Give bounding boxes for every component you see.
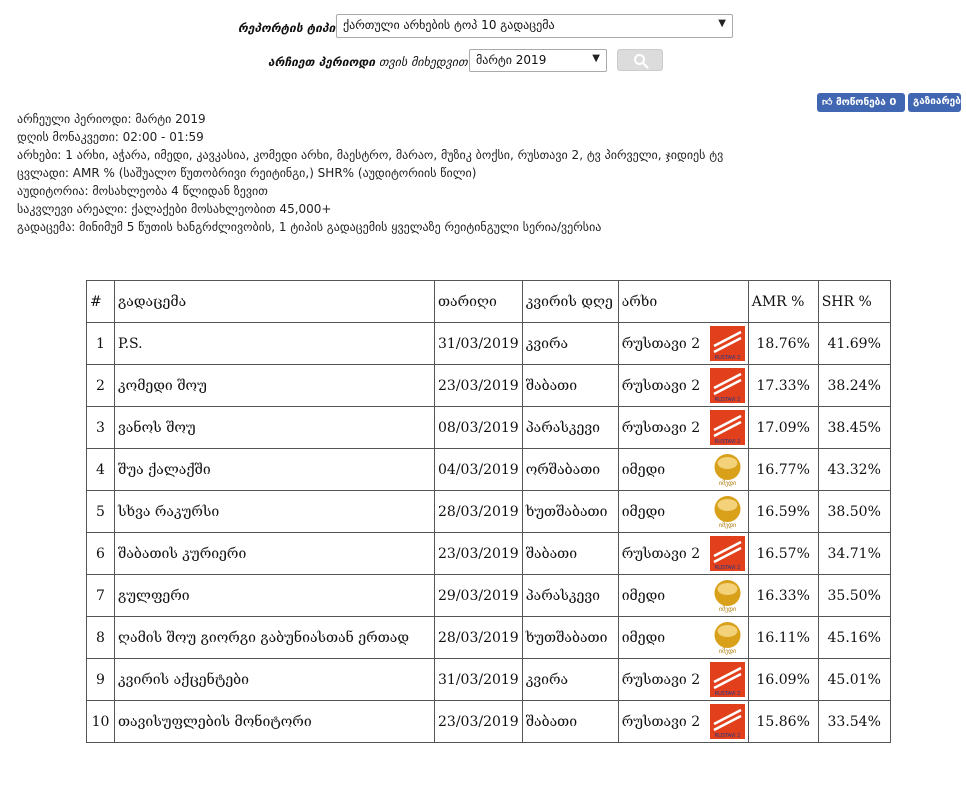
row-num-cell	[87, 407, 115, 449]
row-num-cell	[87, 491, 115, 533]
row-channel: რუსთავი 2	[621, 545, 701, 562]
row-date: 08/03/2019	[438, 419, 519, 436]
row-shr: 43.32%	[827, 461, 881, 478]
row-shr: 38.24%	[827, 377, 881, 394]
period-label: არჩიეთ პერიოდი თვის მიხედვით	[268, 55, 468, 69]
row-shr: 35.50%	[827, 587, 881, 604]
row-shr-cell	[818, 491, 890, 533]
row-shr-cell	[818, 449, 890, 491]
row-amr-cell	[748, 449, 818, 491]
header-amr: AMR %	[748, 281, 818, 323]
row-show-cell	[115, 617, 435, 659]
row-shr: 41.69%	[827, 335, 881, 352]
row-show: კომედი შოუ	[118, 377, 207, 394]
row-amr: 16.11%	[756, 629, 810, 646]
rustavi2-logo-text: RUSTAVI 2	[714, 691, 741, 697]
rustavi2-logo-text: RUSTAVI 2	[714, 439, 741, 445]
row-amr-cell	[748, 533, 818, 575]
row-shr-cell	[818, 617, 890, 659]
row-amr-cell	[748, 365, 818, 407]
row-amr: 16.59%	[756, 503, 810, 520]
info-audience: აუდიტორია: მოსახლეობა 4 წლიდან ზევით	[17, 184, 268, 198]
row-date: 04/03/2019	[438, 461, 519, 478]
row-num-cell	[87, 701, 115, 743]
row-channel-cell	[618, 407, 748, 449]
info-metric: ცვლადი: AMR % (საშუალო წუთობრივი რეიტინგი,) SHR% (აუდიტორიის წილი)	[17, 166, 477, 180]
row-channel-cell	[618, 575, 748, 617]
header-channel: არხი	[618, 281, 748, 323]
rustavi2-logo-text: RUSTAVI 2	[714, 733, 741, 739]
row-amr-cell	[748, 323, 818, 365]
imedi-logo-text: იმედი	[718, 648, 736, 655]
row-date: 23/03/2019	[438, 545, 519, 562]
row-date: 23/03/2019	[438, 713, 519, 730]
rustavi2-logo-icon	[710, 662, 745, 697]
row-shr-cell	[818, 701, 890, 743]
chevron-down-icon: ▼	[592, 53, 600, 64]
imedi-logo-text: იმედი	[718, 606, 736, 613]
table-row	[87, 491, 891, 533]
table-row	[87, 533, 891, 575]
row-num: 7	[96, 587, 105, 604]
row-amr: 16.77%	[756, 461, 810, 478]
row-date: 31/03/2019	[438, 335, 519, 352]
info-area: საკვლევი არეალი: ქალაქები მოსახლეობით 45,000+	[17, 202, 332, 216]
row-show: შუა ქალაქში	[118, 461, 211, 478]
row-show-cell	[115, 701, 435, 743]
row-weekday: ხუთშაბათი	[525, 629, 608, 646]
info-time-slot: დღის მონაკვეთი: 02:00 - 01:59	[17, 130, 204, 144]
row-weekday: კვირა	[525, 335, 569, 352]
row-channel-cell	[618, 449, 748, 491]
row-amr-cell	[748, 575, 818, 617]
row-weekday-cell	[522, 659, 618, 701]
row-shr-cell	[818, 575, 890, 617]
row-weekday: შაბათი	[525, 545, 578, 562]
row-date: 23/03/2019	[438, 377, 519, 394]
row-shr-cell	[818, 407, 890, 449]
row-date: 31/03/2019	[438, 671, 519, 688]
row-channel-cell	[618, 365, 748, 407]
table-header-row	[87, 281, 891, 323]
imedi-logo-icon	[710, 620, 745, 655]
row-weekday-cell	[522, 701, 618, 743]
row-num-cell	[87, 575, 115, 617]
row-num: 4	[96, 461, 105, 478]
imedi-logo-icon	[710, 494, 745, 529]
row-weekday: კვირა	[525, 671, 569, 688]
table-row	[87, 659, 891, 701]
facebook-share-button[interactable]	[908, 93, 966, 112]
row-date: 28/03/2019	[438, 629, 519, 646]
row-show-cell	[115, 575, 435, 617]
row-shr-cell	[818, 323, 890, 365]
facebook-like-button[interactable]	[817, 93, 905, 112]
row-channel: რუსთავი 2	[621, 335, 701, 352]
row-num-cell	[87, 659, 115, 701]
imedi-logo-text: იმედი	[718, 480, 736, 487]
row-channel: იმედი	[621, 629, 666, 646]
rustavi2-logo-icon	[710, 704, 745, 739]
row-num-cell	[87, 617, 115, 659]
row-num-cell	[87, 323, 115, 365]
header-show: გადაცემა	[115, 281, 435, 323]
rustavi2-logo-text: RUSTAVI 2	[714, 397, 741, 403]
row-shr-cell	[818, 533, 890, 575]
row-shr: 33.54%	[827, 713, 881, 730]
row-show-cell	[115, 407, 435, 449]
row-weekday-cell	[522, 533, 618, 575]
row-show-cell	[115, 659, 435, 701]
info-period: არჩეული პერიოდი: მარტი 2019	[17, 112, 206, 126]
like-label: მოწონება 0	[835, 97, 897, 108]
row-date-cell	[435, 407, 523, 449]
rustavi2-logo-text: RUSTAVI 2	[714, 355, 741, 361]
row-weekday: ორშაბათი	[525, 461, 601, 478]
row-date-cell	[435, 575, 523, 617]
row-amr: 17.33%	[756, 377, 810, 394]
thumbs-up-icon: 👍︎	[822, 97, 833, 108]
row-num: 10	[91, 713, 110, 730]
row-channel-cell	[618, 701, 748, 743]
row-num: 8	[96, 629, 105, 646]
imedi-logo-icon	[710, 452, 745, 487]
report-type-label: რეპორტის ტიპი	[238, 21, 336, 35]
row-amr: 16.57%	[756, 545, 810, 562]
row-channel: იმედი	[621, 461, 666, 478]
row-show: შაბათის კურიერი	[118, 545, 247, 562]
row-show: თავისუფლების მონიტორი	[118, 713, 312, 730]
rustavi2-logo-icon	[710, 326, 745, 361]
table-row	[87, 407, 891, 449]
row-num: 3	[96, 419, 105, 436]
row-channel: რუსთავი 2	[621, 713, 701, 730]
row-channel-cell	[618, 617, 748, 659]
imedi-logo-text: იმედი	[718, 522, 736, 529]
row-num: 2	[96, 377, 105, 394]
row-show: ვანოს შოუ	[118, 419, 196, 436]
row-shr: 34.71%	[827, 545, 881, 562]
row-shr: 45.01%	[827, 671, 881, 688]
table-row	[87, 617, 891, 659]
row-date-cell	[435, 449, 523, 491]
table-row	[87, 449, 891, 491]
row-amr-cell	[748, 701, 818, 743]
row-channel: იმედი	[621, 503, 666, 520]
row-channel: რუსთავი 2	[621, 377, 701, 394]
ratings-table	[86, 280, 891, 743]
table-row	[87, 323, 891, 365]
row-channel: რუსთავი 2	[621, 419, 701, 436]
row-channel-cell	[618, 323, 748, 365]
row-channel-cell	[618, 533, 748, 575]
row-num: 1	[96, 335, 105, 352]
report-info	[17, 110, 723, 236]
table-row	[87, 365, 891, 407]
rustavi2-logo-icon	[710, 410, 745, 445]
row-show-cell	[115, 323, 435, 365]
row-amr-cell	[748, 659, 818, 701]
row-num-cell	[87, 533, 115, 575]
row-num: 6	[96, 545, 105, 562]
row-amr: 17.09%	[756, 419, 810, 436]
period-value: მარტი 2019	[476, 53, 547, 67]
row-weekday-cell	[522, 323, 618, 365]
row-amr: 16.09%	[756, 671, 810, 688]
row-date-cell	[435, 701, 523, 743]
row-num-cell	[87, 365, 115, 407]
row-shr-cell	[818, 659, 890, 701]
row-weekday-cell	[522, 491, 618, 533]
row-date-cell	[435, 323, 523, 365]
row-shr-cell	[818, 365, 890, 407]
row-date-cell	[435, 365, 523, 407]
row-amr: 18.76%	[756, 335, 810, 352]
row-channel: იმედი	[621, 587, 666, 604]
period-select[interactable]	[469, 49, 607, 72]
imedi-logo-icon	[710, 578, 745, 613]
chevron-down-icon: ▼	[718, 18, 726, 29]
row-date-cell	[435, 533, 523, 575]
search-button[interactable]	[617, 49, 663, 71]
row-shr: 38.45%	[827, 419, 881, 436]
row-channel-cell	[618, 491, 748, 533]
row-amr: 15.86%	[756, 713, 810, 730]
row-show-cell	[115, 533, 435, 575]
row-weekday-cell	[522, 407, 618, 449]
row-num: 9	[96, 671, 105, 688]
row-shr: 38.50%	[827, 503, 881, 520]
row-weekday-cell	[522, 617, 618, 659]
row-weekday: შაბათი	[525, 713, 578, 730]
row-weekday: ხუთშაბათი	[525, 503, 608, 520]
row-channel: რუსთავი 2	[621, 671, 701, 688]
row-weekday-cell	[522, 365, 618, 407]
row-show: გულფერი	[118, 587, 190, 604]
row-date: 29/03/2019	[438, 587, 519, 604]
share-label: გაზიარება	[913, 96, 966, 107]
row-num-cell	[87, 449, 115, 491]
row-weekday: პარასკევი	[525, 419, 600, 436]
row-channel-cell	[618, 659, 748, 701]
row-amr-cell	[748, 491, 818, 533]
row-weekday-cell	[522, 449, 618, 491]
row-amr-cell	[748, 407, 818, 449]
report-type-value: ქართული არხების ტოპ 10 გადაცემა	[343, 18, 555, 32]
row-show-cell	[115, 491, 435, 533]
row-date-cell	[435, 617, 523, 659]
row-weekday-cell	[522, 575, 618, 617]
report-type-select[interactable]	[336, 14, 733, 38]
table-row	[87, 575, 891, 617]
info-channels: არხები: 1 არხი, აჭარა, იმედი, კავკასია, კომედი არხი, მაესტრო, მარაო, მუზიკ ბოქსი, რუსთავი 2, ტვ პირველი, ჯიდიეს ტვ	[17, 148, 724, 162]
rustavi2-logo-icon	[710, 536, 745, 571]
rustavi2-logo-text: RUSTAVI 2	[714, 565, 741, 571]
header-weekday: კვირის დღე	[522, 281, 618, 323]
info-shows: გადაცემა: მინიმუმ 5 წუთის ხანგრძლივობის, 1 ტიპის გადაცემის ყველაზე რეიტინგული სერია/ვერსია	[17, 220, 602, 234]
row-date-cell	[435, 491, 523, 533]
header-date: თარიღი	[435, 281, 523, 323]
row-amr-cell	[748, 617, 818, 659]
row-show: ღამის შოუ გიორგი გაბუნიასთან ერთად	[118, 629, 409, 646]
row-shr: 45.16%	[827, 629, 881, 646]
table-row	[87, 701, 891, 743]
row-show: P.S.	[118, 335, 143, 352]
row-show: კვირის აქცენტები	[118, 671, 250, 688]
row-weekday: პარასკევი	[525, 587, 600, 604]
row-show-cell	[115, 365, 435, 407]
row-date: 28/03/2019	[438, 503, 519, 520]
row-show: სხვა რაკურსი	[118, 503, 220, 520]
rustavi2-logo-icon	[710, 368, 745, 403]
row-amr: 16.33%	[756, 587, 810, 604]
row-date-cell	[435, 659, 523, 701]
search-icon	[633, 53, 649, 69]
row-show-cell	[115, 449, 435, 491]
header-num: #	[87, 281, 115, 323]
row-weekday: შაბათი	[525, 377, 578, 394]
row-num: 5	[96, 503, 105, 520]
header-shr: SHR %	[818, 281, 890, 323]
